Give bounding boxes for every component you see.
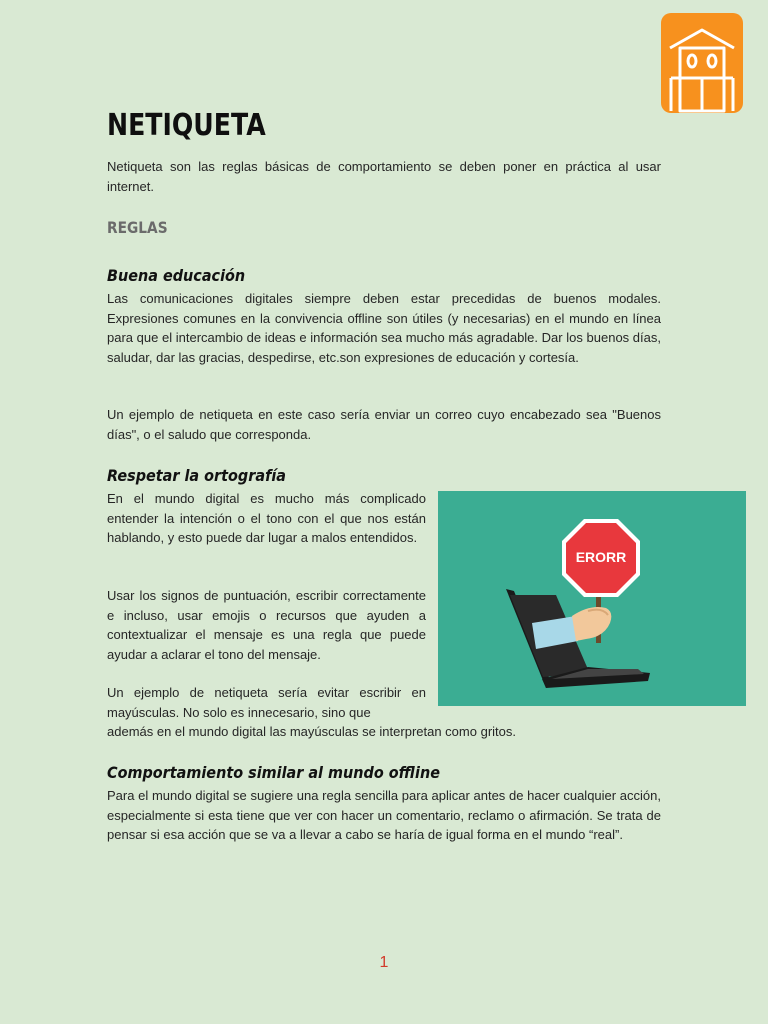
rule-paragraph: Un ejemplo de netiqueta en este caso sería enviar un correo cuyo encabezado sea "Buenos días", o el saludo que corresponda.: [107, 407, 661, 442]
rule-paragraph: Las comunicaciones digitales siempre deben estar precedidas de buenos modales. Expresiones comunes en la convivencia offline son útiles (y necesarias) en el mundo en línea para que el intercambio de ideas e información sea mucho más agradable. Dar los buenos días, saludar, dar las gracias, despedirse, etc.son expresiones de educación y cortesía.: [107, 291, 661, 365]
school-building-icon: [661, 13, 743, 113]
sign-text: ERORR: [575, 549, 627, 565]
logo: [661, 13, 743, 113]
rule-paragraph: Usar los signos de puntuación, escribir correctamente e incluso, usar emojis o recursos que ayuden a contextualizar el mensaje es una regla que puede ayudar a aclarar el tono del mensaje.: [107, 588, 426, 662]
intro-paragraph: Netiqueta son las reglas básicas de comportamiento se deben poner en práctica al usar internet.: [107, 159, 661, 194]
rule-paragraph: En el mundo digital es mucho más complicado entender la intención o el tono con el que nos están hablando, y esto puede dar lugar a malos entendidos.: [107, 491, 426, 545]
rule-paragraph: además en el mundo digital las mayúsculas se interpretan como gritos.: [107, 724, 516, 739]
rule-paragraph: Un ejemplo de netiqueta sería evitar escribir en mayúsculas. No solo es innecesario, sino que: [107, 685, 426, 720]
page-number: 1: [379, 954, 389, 971]
section-label: REGLAS: [107, 218, 168, 237]
rule-heading-comportamiento-offline: Comportamiento similar al mundo offline: [107, 763, 440, 782]
error-sign-illustration: [438, 491, 746, 706]
stop-sign-icon: [562, 519, 640, 597]
page-title: NETIQUETA: [107, 108, 266, 143]
rule-heading-respetar-ortografia: Respetar la ortografía: [107, 466, 286, 485]
rule-paragraph: Para el mundo digital se sugiere una regla sencilla para aplicar antes de hacer cualquier acción, especialmente si esta tiene que ver con hacer un comentario, reclamo o afirmación. Se trata de pensar si esa acción que se va a llevar a cabo se haría de igual forma en el mundo “real”.: [107, 788, 661, 842]
rule-heading-buena-educacion: Buena educación: [107, 266, 246, 285]
